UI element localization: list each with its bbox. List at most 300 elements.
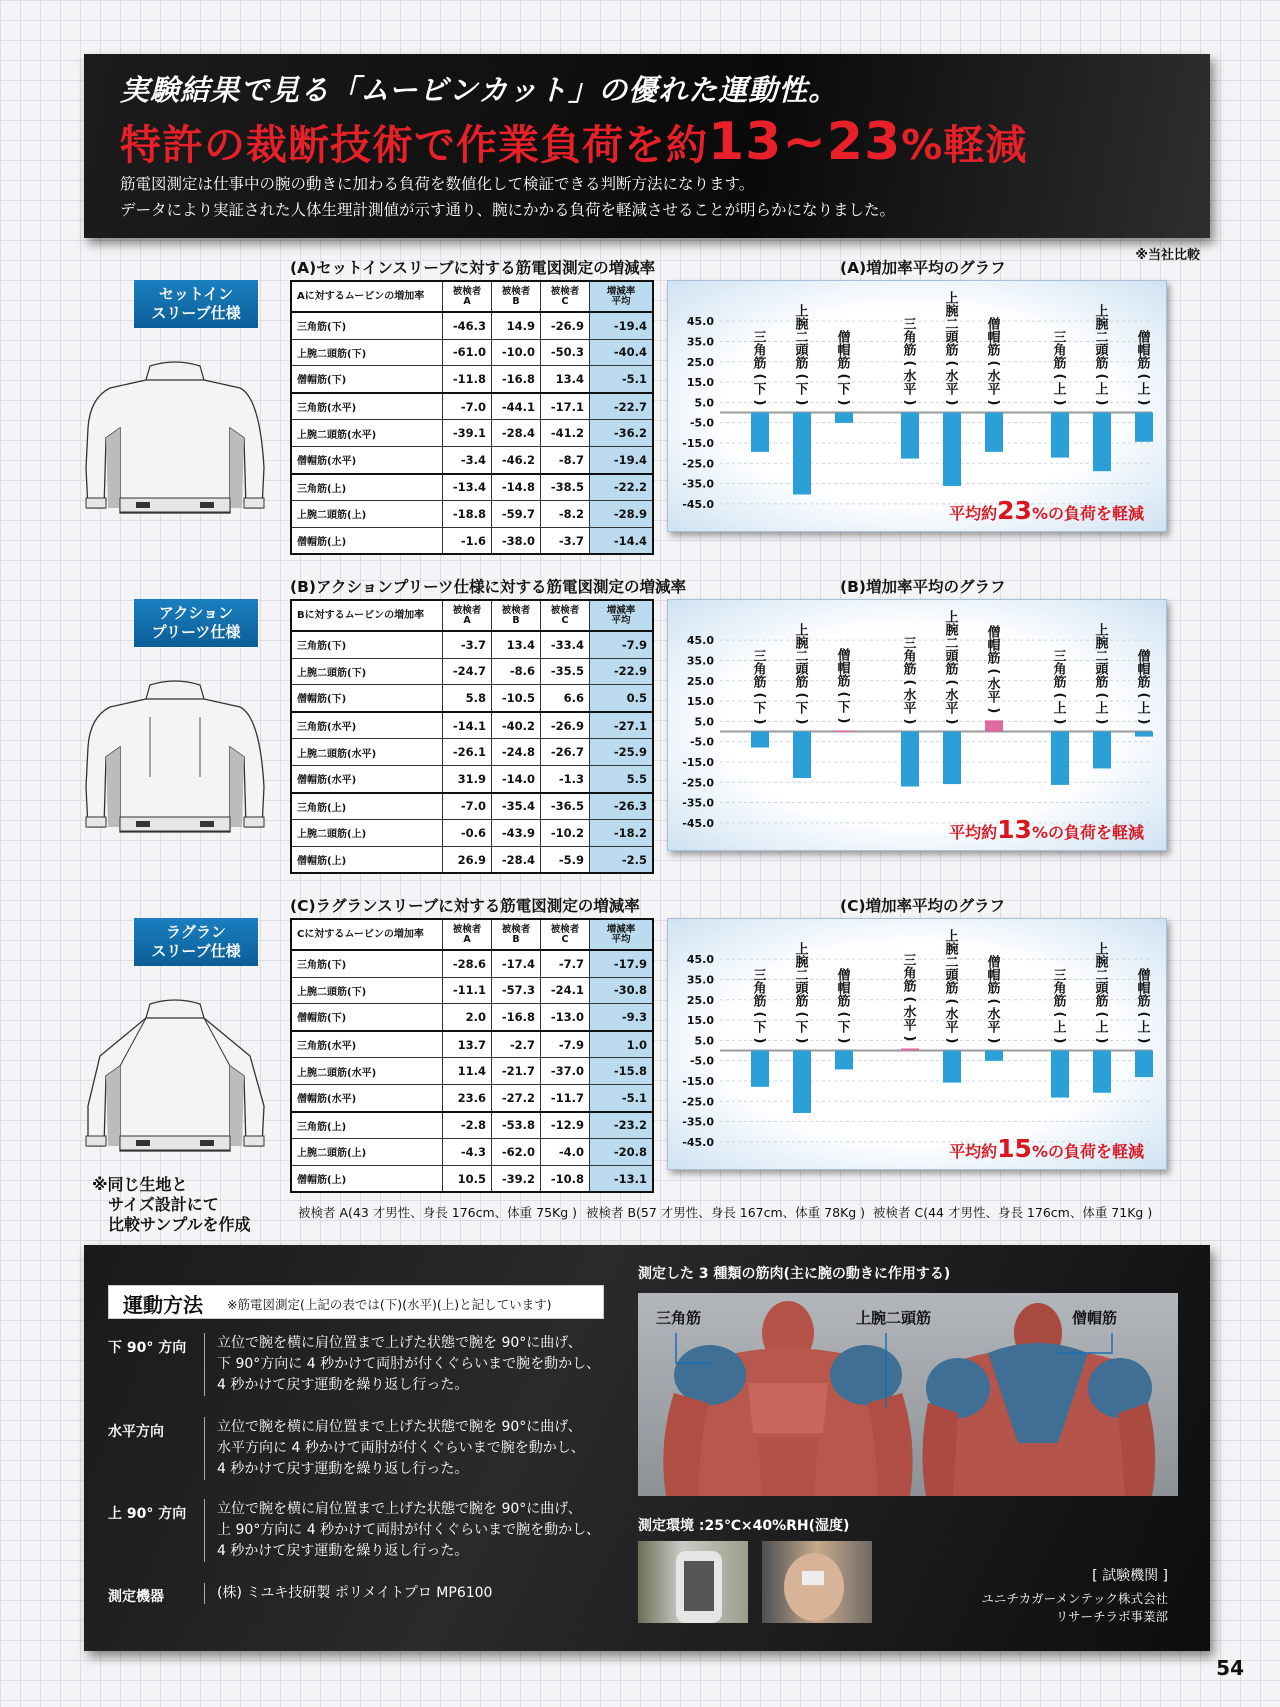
value-avg: -18.2 xyxy=(590,820,654,847)
headline-pre: 特許の裁断技術で作業負荷を約 xyxy=(120,121,708,169)
subject-a: 被検者 A(43 才男性、身長 176cm、体重 75Kg ) xyxy=(298,1205,578,1220)
header-c xyxy=(541,281,590,312)
graph-title: (A)増加率平均のグラフ xyxy=(840,259,1006,277)
photo-person-icon xyxy=(638,1541,748,1623)
category-label: 三 xyxy=(903,636,917,652)
value-c: -36.5 xyxy=(541,793,590,820)
table-row xyxy=(291,1031,653,1058)
category-label: 三 xyxy=(1053,330,1067,346)
category-label: ( xyxy=(752,373,767,380)
header-subject-id: B xyxy=(512,933,520,945)
value-b: -53.8 xyxy=(492,1112,541,1139)
spec-label-line: ラグラン xyxy=(165,923,226,941)
value-a: 11.4 xyxy=(443,1058,492,1085)
jacket-illustration xyxy=(80,996,270,1166)
y-tick-label: -15.0 xyxy=(682,1074,714,1088)
value-c: -7.7 xyxy=(541,950,590,977)
summary-number: 13 xyxy=(997,815,1032,844)
value-avg: -5.1 xyxy=(590,1084,654,1111)
category-label: 平 xyxy=(903,382,917,398)
value-c: -8.2 xyxy=(541,501,590,528)
value-a: -3.4 xyxy=(443,446,492,473)
header-subject-id: A xyxy=(463,295,471,307)
value-a: 5.8 xyxy=(443,685,492,712)
value-avg: -22.9 xyxy=(590,658,654,685)
category-label: 上 xyxy=(1095,623,1109,639)
value-avg: -36.2 xyxy=(590,420,654,447)
header-a xyxy=(443,919,492,950)
category-label: 二 xyxy=(795,330,809,346)
category-label: 角 xyxy=(903,966,917,982)
category-label: 上 xyxy=(1095,701,1109,717)
category-label: 頭 xyxy=(795,343,809,359)
value-b: -2.7 xyxy=(492,1031,541,1058)
method-note: ※筋電図測定(上記の表では(下)(水平)(上)と記しています) xyxy=(227,1297,552,1312)
row-label: 上腕二頭筋(下) xyxy=(291,658,443,685)
row-label: 三角筋(上) xyxy=(291,474,443,501)
category-label: 筋 xyxy=(945,981,959,997)
category-label: ) xyxy=(1094,1037,1109,1044)
category-label: 筋 xyxy=(837,994,851,1010)
summary-pre: 平均約 xyxy=(949,1142,998,1161)
measure-env: 測定環境 :25℃×40%RH(湿度) xyxy=(638,1518,850,1534)
value-b: -16.8 xyxy=(492,1004,541,1031)
header-avg-line: 増減率 xyxy=(606,923,636,935)
category-label: 平 xyxy=(945,382,959,398)
method-row-down-name: 下 90° 方向 xyxy=(108,1340,187,1356)
category-label: 二 xyxy=(795,649,809,665)
table-title: (A)セットインスリーブに対する筋電図測定の増減率 xyxy=(290,259,656,277)
chart-bar xyxy=(1051,413,1069,458)
table-row xyxy=(291,501,653,528)
row-label: 三角筋(下) xyxy=(291,631,443,658)
summary-post: %の負荷を軽減 xyxy=(1031,1142,1144,1161)
category-label: 角 xyxy=(1053,981,1067,997)
y-tick-label: -35.0 xyxy=(682,1115,714,1129)
value-c: -10.2 xyxy=(541,820,590,847)
value-c: -41.2 xyxy=(541,420,590,447)
value-avg: 5.5 xyxy=(590,765,654,792)
value-avg: -27.1 xyxy=(590,712,654,739)
category-label: 頭 xyxy=(1095,343,1109,359)
bar-chart xyxy=(667,599,1167,851)
table-row xyxy=(291,1004,653,1031)
chart-bar xyxy=(835,413,853,423)
chart-bar xyxy=(943,1051,961,1083)
category-label: ) xyxy=(902,1035,917,1042)
category-label: ) xyxy=(836,1037,851,1044)
header-avg-line: 増減率 xyxy=(606,604,636,616)
category-label: ) xyxy=(1094,399,1109,406)
chart-bar xyxy=(793,732,811,778)
category-label: 角 xyxy=(903,649,917,665)
category-label: ) xyxy=(1094,718,1109,725)
subject-b: 被検者 B(57 才男性、身長 167cm、体重 78Kg ) xyxy=(586,1205,866,1220)
y-tick-label: -15.0 xyxy=(682,436,714,450)
chart-bar xyxy=(901,1048,919,1050)
value-a: -11.1 xyxy=(443,977,492,1004)
category-label: 水 xyxy=(945,1007,959,1023)
table-row xyxy=(291,658,653,685)
category-label: 腕 xyxy=(1095,955,1109,971)
header-subject: 被検者 xyxy=(452,285,482,297)
y-tick-label: 5.0 xyxy=(694,715,714,729)
value-avg: -40.4 xyxy=(590,339,654,366)
value-b: -27.2 xyxy=(492,1084,541,1111)
category-label: 平 xyxy=(945,1020,959,1036)
category-label: 上 xyxy=(795,942,809,958)
category-label: 二 xyxy=(1095,968,1109,984)
category-label: ( xyxy=(1052,692,1067,699)
method-panel xyxy=(84,1245,1210,1651)
category-label: ) xyxy=(1136,718,1151,725)
muscle-title: 測定した 3 種類の筋肉(主に腕の動きに作用する) xyxy=(638,1266,951,1282)
chart-bar xyxy=(751,1051,769,1087)
summary-post: %の負荷を軽減 xyxy=(1031,504,1144,523)
category-label: ) xyxy=(1052,1037,1067,1044)
header-subject: 被検者 xyxy=(501,923,531,935)
category-label: ) xyxy=(944,399,959,406)
category-label: 筋 xyxy=(903,662,917,678)
category-label: 僧 xyxy=(1137,968,1151,984)
value-c: -38.5 xyxy=(541,474,590,501)
category-label: ( xyxy=(944,998,959,1005)
category-label: 上 xyxy=(1053,701,1067,717)
category-label: 筋 xyxy=(903,343,917,359)
y-tick-label: -25.0 xyxy=(682,457,714,471)
value-avg: -5.1 xyxy=(590,366,654,393)
chart-svg xyxy=(668,919,1166,1169)
category-label: 僧 xyxy=(1137,330,1151,346)
value-a: 26.9 xyxy=(443,846,492,873)
table-row xyxy=(291,527,653,554)
value-b: -21.7 xyxy=(492,1058,541,1085)
category-label: ( xyxy=(986,998,1001,1005)
category-label: ( xyxy=(836,373,851,380)
category-label: ) xyxy=(986,707,1001,714)
subject-c: 被検者 C(44 才男性、身長 176cm、体重 71Kg ) xyxy=(873,1205,1153,1220)
header-desc-1: 筋電図測定は仕事中の腕の動きに加わる負荷を数値化して検証できる判断方法になります。 xyxy=(120,175,755,193)
category-label: 腕 xyxy=(945,942,959,958)
y-tick-label: 35.0 xyxy=(686,654,714,668)
category-label: 帽 xyxy=(987,968,1001,984)
category-label: 三 xyxy=(1053,968,1067,984)
device-name: 測定機器 xyxy=(108,1589,164,1605)
value-b: -28.4 xyxy=(492,846,541,873)
method-line: 4 秒かけて戻す運動を繰り返し行った。 xyxy=(217,1461,469,1477)
chart-bar xyxy=(1051,1051,1069,1098)
table-row xyxy=(291,1165,653,1192)
jacket-icon xyxy=(80,358,270,528)
chart-bar xyxy=(835,730,853,732)
category-label: ( xyxy=(1136,373,1151,380)
category-label: 下 xyxy=(837,382,851,398)
value-b: 14.9 xyxy=(492,312,541,339)
category-label: 水 xyxy=(987,677,1001,693)
category-label: ) xyxy=(752,718,767,725)
category-label: 筋 xyxy=(987,651,1001,667)
category-label: 三 xyxy=(903,317,917,333)
value-b: -24.8 xyxy=(492,739,541,766)
category-label: ( xyxy=(794,373,809,380)
table-row xyxy=(291,846,653,873)
test-photo-1 xyxy=(638,1541,748,1623)
header-subject: 被検者 xyxy=(550,923,580,935)
row-label: 上腕二頭筋(下) xyxy=(291,339,443,366)
value-a: -4.3 xyxy=(443,1139,492,1166)
header-label: Cに対するムービンの増加率 xyxy=(291,919,443,950)
y-tick-label: -15.0 xyxy=(682,755,714,769)
value-a: -14.1 xyxy=(443,712,492,739)
category-label: 下 xyxy=(753,382,767,398)
table-row xyxy=(291,366,653,393)
y-tick-label: 5.0 xyxy=(694,396,714,410)
category-label: 筋 xyxy=(837,674,851,690)
sample-note-2: サイズ設計にて xyxy=(108,1195,219,1214)
category-label: 三 xyxy=(1053,649,1067,665)
category-label: 三 xyxy=(753,330,767,346)
header-avg-line: 平均 xyxy=(611,933,631,945)
value-a: -24.7 xyxy=(443,658,492,685)
value-c: -24.1 xyxy=(541,977,590,1004)
jacket-illustration xyxy=(80,677,270,847)
category-label: 帽 xyxy=(837,981,851,997)
spec-label xyxy=(134,280,258,328)
value-b: -57.3 xyxy=(492,977,541,1004)
summary-number: 15 xyxy=(997,1134,1032,1163)
value-a: -26.1 xyxy=(443,739,492,766)
value-b: -10.5 xyxy=(492,685,541,712)
y-tick-label: 15.0 xyxy=(686,1014,714,1028)
header-avg xyxy=(590,281,654,312)
value-avg: -2.5 xyxy=(590,846,654,873)
chart-bar xyxy=(793,1051,811,1114)
chart-bar xyxy=(1093,413,1111,472)
value-c: -3.7 xyxy=(541,527,590,554)
value-a: -7.0 xyxy=(443,793,492,820)
spec-label-line: スリーブ仕様 xyxy=(151,942,241,960)
category-label: ( xyxy=(902,996,917,1003)
category-label: 上 xyxy=(1095,1020,1109,1036)
category-label: 水 xyxy=(903,369,917,385)
row-label: 僧帽筋(下) xyxy=(291,366,443,393)
lab-title: [ 試験機関 ] xyxy=(1092,1568,1168,1584)
value-avg: -22.7 xyxy=(590,393,654,420)
category-label: 僧 xyxy=(1137,649,1151,665)
category-label: 上 xyxy=(945,291,959,307)
value-a: -1.6 xyxy=(443,527,492,554)
y-tick-label: 45.0 xyxy=(686,634,714,648)
category-label: 帽 xyxy=(837,343,851,359)
category-label: ( xyxy=(794,692,809,699)
category-label: 平 xyxy=(987,690,1001,706)
bar-chart xyxy=(667,280,1167,532)
category-label: 帽 xyxy=(987,638,1001,654)
category-label: 二 xyxy=(795,968,809,984)
category-label: 帽 xyxy=(1137,662,1151,678)
chart-svg xyxy=(668,600,1166,850)
category-label: 上 xyxy=(1137,382,1151,398)
category-label: 角 xyxy=(753,343,767,359)
value-b: -43.9 xyxy=(492,820,541,847)
category-label: 頭 xyxy=(945,968,959,984)
category-label: ( xyxy=(986,360,1001,367)
category-label: ( xyxy=(902,360,917,367)
category-label: ( xyxy=(1136,1011,1151,1018)
header-avg-line: 平均 xyxy=(611,295,631,307)
jacket-icon xyxy=(80,996,270,1166)
chart-bar xyxy=(901,413,919,459)
category-label: 筋 xyxy=(1095,356,1109,372)
category-label: 僧 xyxy=(987,955,1001,971)
bar-chart xyxy=(667,918,1167,1170)
category-label: 筋 xyxy=(945,343,959,359)
value-c: 6.6 xyxy=(541,685,590,712)
value-c: -26.9 xyxy=(541,312,590,339)
lab-name-2: リサーチラボ事業部 xyxy=(1055,1609,1168,1624)
category-label: 上 xyxy=(795,304,809,320)
row-label: 僧帽筋(上) xyxy=(291,527,443,554)
category-label: 頭 xyxy=(795,981,809,997)
value-a: -11.8 xyxy=(443,366,492,393)
value-c: -11.7 xyxy=(541,1084,590,1111)
chart-bar xyxy=(985,720,1003,731)
category-label: 平 xyxy=(903,1018,917,1034)
table-row xyxy=(291,474,653,501)
page-number: 54 xyxy=(1216,1656,1244,1680)
category-label: 上 xyxy=(1053,382,1067,398)
category-label: 下 xyxy=(837,700,851,716)
header-subject: 被検者 xyxy=(501,604,531,616)
category-label: 筋 xyxy=(1053,356,1067,372)
data-table xyxy=(290,918,654,1193)
category-label: ) xyxy=(836,717,851,724)
value-a: -18.8 xyxy=(443,501,492,528)
category-label: 筋 xyxy=(1053,994,1067,1010)
method-row-up-name: 上 90° 方向 xyxy=(108,1506,187,1522)
row-label: 三角筋(下) xyxy=(291,312,443,339)
row-label: 上腕二頭筋(水平) xyxy=(291,420,443,447)
category-label: 筋 xyxy=(1137,675,1151,691)
category-label: 平 xyxy=(987,382,1001,398)
value-c: -10.8 xyxy=(541,1165,590,1192)
row-label: 僧帽筋(下) xyxy=(291,685,443,712)
category-label: ) xyxy=(902,399,917,406)
category-label: ) xyxy=(944,718,959,725)
header-title: 実験結果で見る「ムービンカット」の優れた運動性。 xyxy=(120,73,839,107)
category-label: 水 xyxy=(903,1005,917,1021)
value-avg: -17.9 xyxy=(590,950,654,977)
category-label: 平 xyxy=(987,1020,1001,1036)
table-row xyxy=(291,312,653,339)
value-avg: -7.9 xyxy=(590,631,654,658)
row-label: 上腕二頭筋(水平) xyxy=(291,739,443,766)
method-heading-box xyxy=(108,1285,604,1319)
row-label: 上腕二頭筋(下) xyxy=(291,977,443,1004)
value-avg: -22.2 xyxy=(590,474,654,501)
y-tick-label: -25.0 xyxy=(682,1095,714,1109)
value-c: -26.9 xyxy=(541,712,590,739)
category-label: ) xyxy=(902,718,917,725)
category-label: 上 xyxy=(1095,304,1109,320)
value-b: 13.4 xyxy=(492,631,541,658)
device-value: (株) ミユキ技研製 ポリメイトプロ MP6100 xyxy=(204,1583,492,1604)
value-a: 13.7 xyxy=(443,1031,492,1058)
chart-bar xyxy=(793,413,811,495)
y-tick-label: 25.0 xyxy=(686,674,714,688)
label-deltoid: 三角筋 xyxy=(656,1309,702,1327)
category-label: 筋 xyxy=(795,994,809,1010)
data-table xyxy=(290,599,654,874)
sample-note xyxy=(92,1175,251,1235)
category-label: 帽 xyxy=(837,661,851,677)
category-label: 二 xyxy=(945,636,959,652)
category-label: 平 xyxy=(903,701,917,717)
value-c: -50.3 xyxy=(541,339,590,366)
table-row xyxy=(291,793,653,820)
category-label: 上 xyxy=(1137,701,1151,717)
value-avg: -23.2 xyxy=(590,1112,654,1139)
category-label: ( xyxy=(944,360,959,367)
row-label: 僧帽筋(上) xyxy=(291,846,443,873)
table-row xyxy=(291,820,653,847)
header-b xyxy=(492,919,541,950)
value-a: 31.9 xyxy=(443,765,492,792)
category-label: ) xyxy=(1052,718,1067,725)
value-avg: 0.5 xyxy=(590,685,654,712)
table-row xyxy=(291,765,653,792)
y-tick-label: -45.0 xyxy=(682,1135,714,1149)
category-label: 腕 xyxy=(795,955,809,971)
summary-post: %の負荷を軽減 xyxy=(1031,823,1144,842)
value-c: -37.0 xyxy=(541,1058,590,1085)
sample-note-3: 比較サンプルを作成 xyxy=(108,1215,251,1234)
header-a xyxy=(443,281,492,312)
row-label: 三角筋(上) xyxy=(291,1112,443,1139)
category-label: ) xyxy=(1136,399,1151,406)
category-label: ) xyxy=(794,1037,809,1044)
category-label: ( xyxy=(752,1011,767,1018)
summary-pre: 平均約 xyxy=(949,504,998,523)
lab-name-1: ユニチカガーメンテック株式会社 xyxy=(981,1591,1168,1606)
category-label: 筋 xyxy=(1095,675,1109,691)
y-tick-label: -5.0 xyxy=(689,735,714,749)
value-b: -38.0 xyxy=(492,527,541,554)
category-label: 僧 xyxy=(987,317,1001,333)
category-label: 角 xyxy=(753,662,767,678)
value-c: -1.3 xyxy=(541,765,590,792)
category-label: ) xyxy=(836,399,851,406)
header-subject: 被検者 xyxy=(452,604,482,616)
value-a: -39.1 xyxy=(443,420,492,447)
category-label: 水 xyxy=(945,688,959,704)
value-b: -16.8 xyxy=(492,366,541,393)
value-a: -46.3 xyxy=(443,312,492,339)
method-row-horizontal-text xyxy=(204,1417,585,1480)
chart-summary xyxy=(949,1134,1144,1163)
category-label: 水 xyxy=(987,1007,1001,1023)
chart-summary xyxy=(949,815,1144,844)
value-c: 13.4 xyxy=(541,366,590,393)
category-label: 腕 xyxy=(795,317,809,333)
category-label: 筋 xyxy=(753,675,767,691)
value-b: -39.2 xyxy=(492,1165,541,1192)
table-row xyxy=(291,712,653,739)
row-label: 僧帽筋(上) xyxy=(291,1165,443,1192)
category-label: 僧 xyxy=(837,968,851,984)
category-label: ( xyxy=(1094,1011,1109,1018)
y-tick-label: -25.0 xyxy=(682,776,714,790)
